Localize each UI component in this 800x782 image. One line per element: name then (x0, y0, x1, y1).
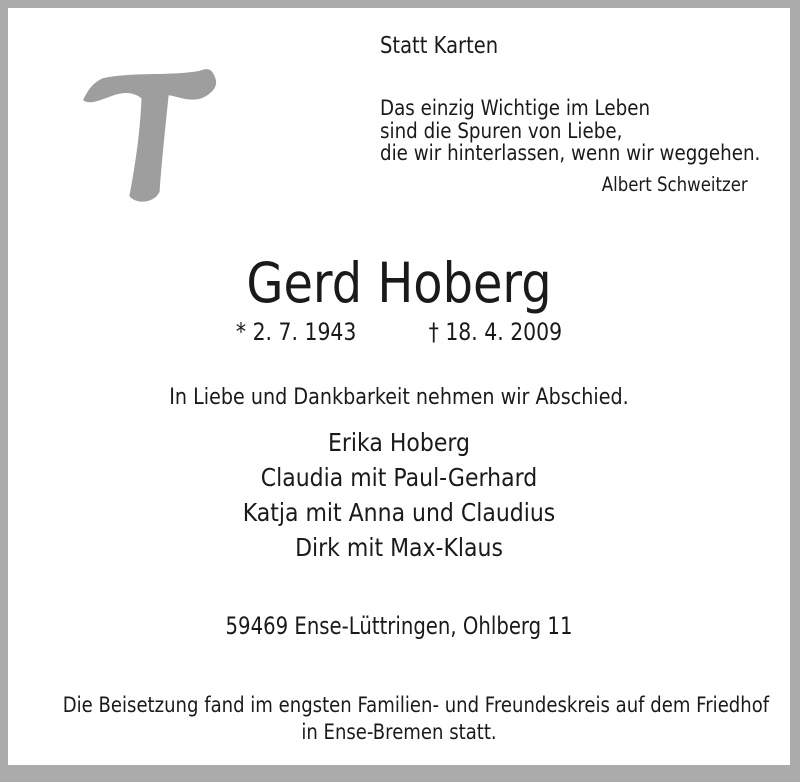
quote-line-2: sind die Spuren von Liebe, (380, 118, 623, 144)
obituary-card (8, 8, 790, 765)
farewell-line: In Liebe und Dankbarkeit nehmen wir Abschied. (169, 385, 629, 410)
death-date: † 18. 4. 2009 (428, 318, 563, 346)
mourner-line: Dirk mit Max-Klaus (295, 533, 503, 562)
mourner-line: Claudia mit Paul-Gerhard (260, 463, 538, 492)
life-dates (67, 320, 732, 344)
birth-date: * 2. 7. 1943 (235, 318, 357, 346)
burial-note-line-1: Die Beisetzung fand im engsten Familien- und Freundeskreis auf dem Friedhof (62, 693, 770, 717)
burial-note-line-2: in Ense-Bremen statt. (301, 720, 497, 744)
statt-karten-note: Statt Karten (380, 33, 499, 59)
tau-cross-icon (82, 65, 218, 204)
mourner-line: Erika Hoberg (327, 428, 471, 457)
deceased-name: Gerd Hoberg (246, 251, 552, 315)
tau-cross-shape (83, 69, 216, 202)
address-line: 59469 Ense-Lüttringen, Ohlberg 11 (225, 612, 573, 640)
quote-line-3: die wir hinterlassen, wenn wir weggehen. (380, 141, 761, 166)
quote-line-1: Das einzig Wichtige im Leben (380, 96, 651, 121)
quote-block (380, 98, 760, 166)
quote-attribution: Albert Schweitzer (602, 173, 748, 196)
mourner-line: Katja mit Anna und Claudius (242, 498, 556, 527)
burial-note (62, 692, 770, 746)
mourners-list (55, 425, 743, 565)
